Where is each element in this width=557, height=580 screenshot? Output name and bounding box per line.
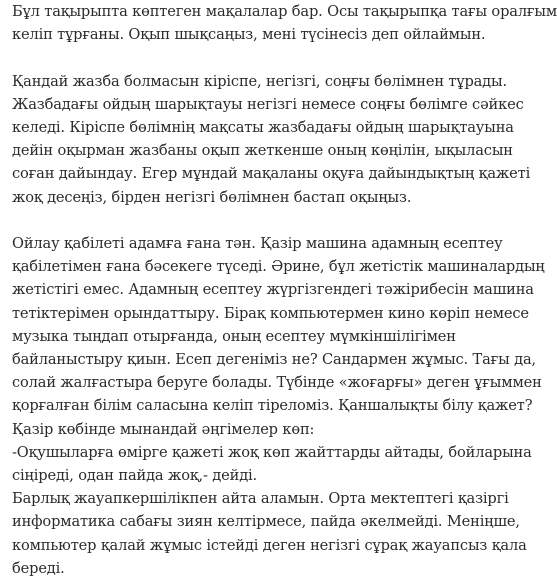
text-line: келеді. Кіріспе бөлімнің мақсаты жазбадағы ойдың шарықтауына	[12, 119, 514, 136]
text-line: информатика сабағы зиян келтірмесе, пайда әкелмейді. Меніңше,	[12, 513, 520, 531]
text-line: музыка тыңдап отырғанда, оның есептеу мүмкіншілігімен	[12, 327, 456, 345]
text-line: Ойлау қабілеті адамға ғана тән. Қазір машина адамның есептеу	[12, 235, 503, 252]
paragraph-gap	[12, 209, 496, 232]
paragraph-1	[12, 0, 557, 46]
text-line: Барлық жауапкершілікпен айта аламын. Орта мектептегі қазіргі	[12, 490, 509, 508]
text-line: жоқ десеңіз, бірден негізгі бөлімнен бастап оқыңыз.	[12, 188, 412, 206]
text-line: қорғалған білім саласына келіп тіреломіз. Қаншалықты білу қажет?	[12, 397, 533, 415]
paragraph-gap	[12, 46, 496, 69]
text-line: жетістігі емес. Адамның есептеу жүргізгендегі тәжірибесін машина	[12, 281, 534, 299]
text-line: береді.	[12, 559, 65, 577]
text-line: Жазбадағы ойдың шарықтауы негізгі немесе соңғы бөлімге сәйкес	[12, 95, 524, 113]
text-line: солай жалғастыра беруге болады. Түбінде «жоғарғы» деген ұғыммен	[12, 374, 542, 392]
text-line: дейін оқырман жазбаны оқып жеткенше оның көңілін, ықыласын	[12, 142, 513, 160]
text-line: тетіктерімен орындаттыру. Бірақ компьютермен кино көріп немесе	[12, 304, 529, 322]
text-line: Қазір көбінде мынандай әңгімелер көп:	[12, 420, 315, 438]
text-line: Бұл тақырыпта көптеген мақалалар бар. Осы тақырыпқа тағы оралғым	[12, 3, 557, 20]
text-line: компьютер қалай жұмыс істейді деген негізгі сұрақ жауапсыз қала	[12, 536, 527, 554]
paragraph-2	[12, 70, 531, 209]
text-line: сіңіреді, одан пайда жоқ,- дейді.	[12, 467, 258, 485]
text-line: -Оқушыларға өмірге қажеті жоқ көп жайттарды айтады, бойларына	[12, 443, 532, 461]
paragraph-3	[12, 232, 545, 580]
text-line: келіп тұрғаны. Оқып шықсаңыз, мені түсінесіз деп ойлаймын.	[12, 26, 486, 44]
text-line: соған дайындау. Егер мұндай мақаланы оқуға дайындықтың қажеті	[12, 165, 531, 183]
text-line: қабілетімен ғана бәсекеге түседі. Әрине, бұл жетістік машиналардың	[12, 258, 545, 276]
article-text	[12, 0, 557, 580]
text-line: байланыстыру қиын. Есеп дегеніміз не? Сандармен жұмыс. Тағы да,	[12, 351, 536, 369]
text-line: Қандай жазба болмасын кіріспе, негізгі, соңғы бөлімнен тұрады.	[12, 72, 507, 90]
